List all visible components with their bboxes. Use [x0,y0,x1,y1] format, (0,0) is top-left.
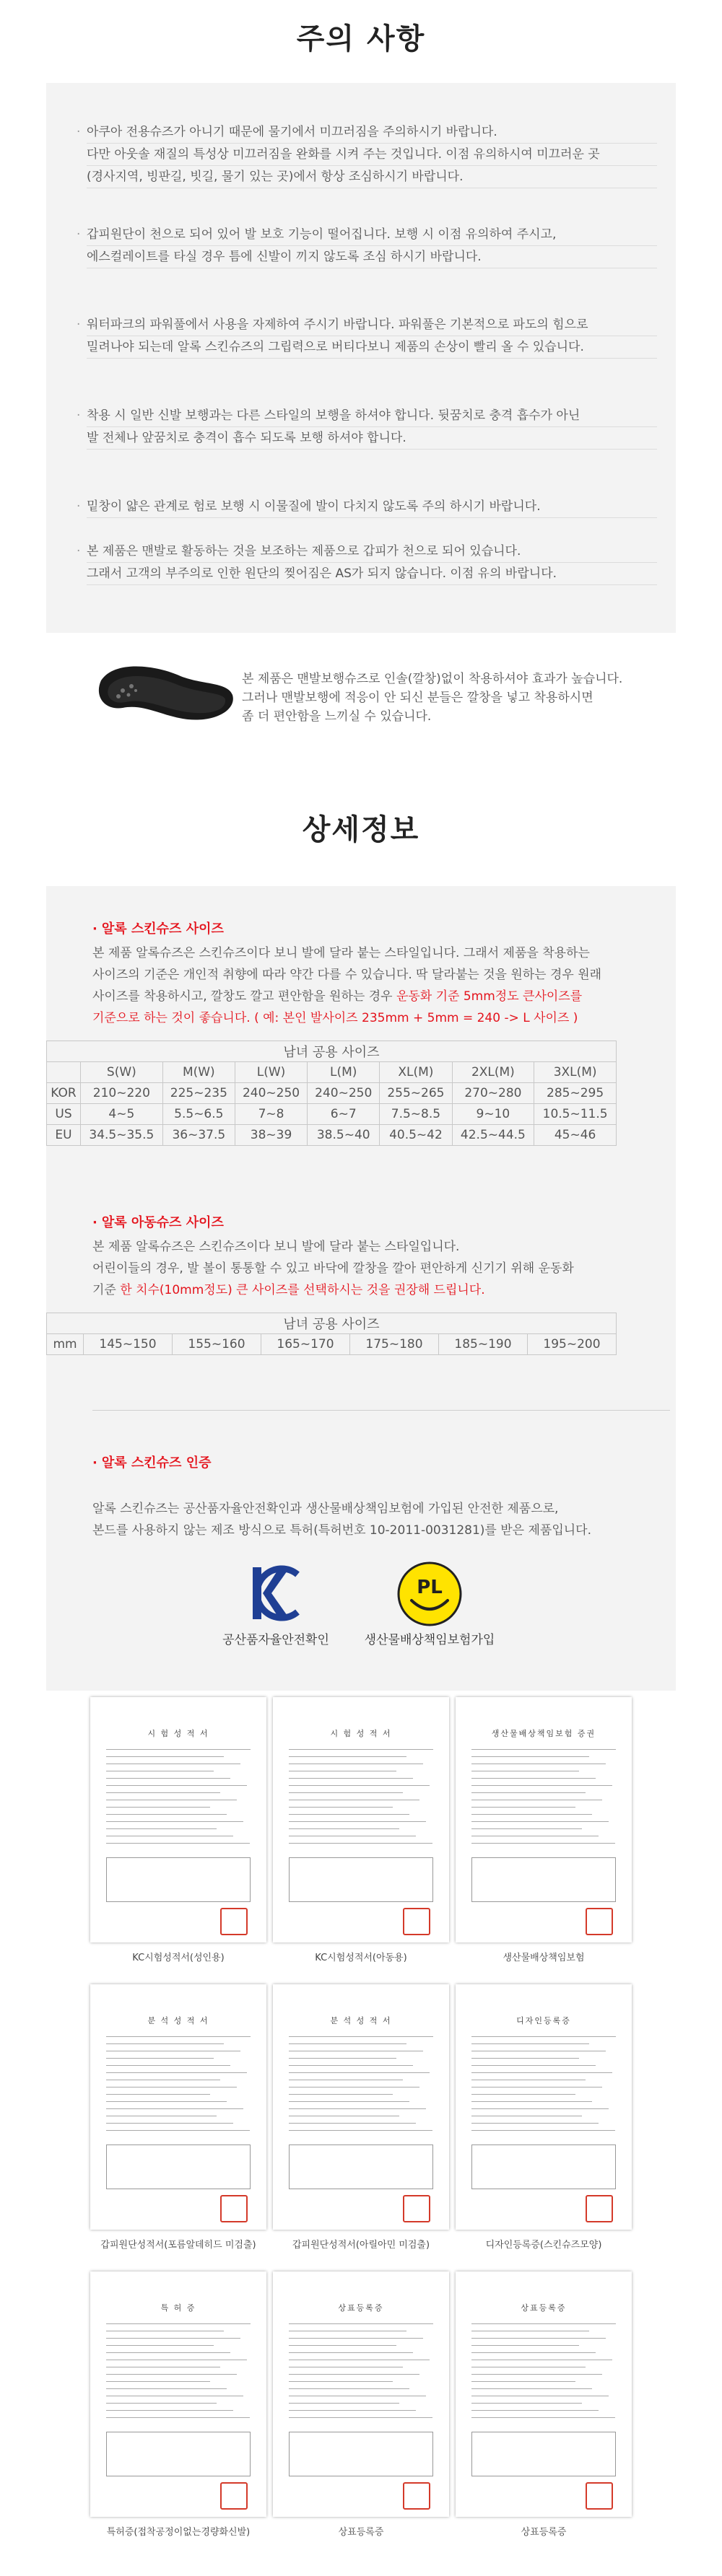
caution-item: · 아쿠아 전용슈즈가 아니기 때문에 물기에서 미끄러짐을 주의하시기 바랍니다. 다만 아웃솔 재질의 특성상 미끄러짐을 완화를 시켜 주는 것입니다. 이점 유의하시여 미끄러운 곳 (경사지역, 빙판길, 빗길, 물기 있는 곳)에서 항상 조심하시기 바랍니다. [87,121,657,188]
column-header: L(W) [235,1062,307,1083]
document-text-line [289,1828,399,1829]
table-cell: 285~295 [534,1083,617,1104]
document-caption: 상표등록증 [521,2527,567,2538]
document-text-line [471,1821,609,1822]
document-text-line [106,2072,247,2073]
document-seal [403,2482,430,2510]
table-cell: 42.5~44.5 [452,1125,534,1146]
document-text-line [289,2065,413,2066]
table-cell: 5.5~6.5 [162,1104,235,1125]
document-text-line [289,2374,419,2375]
document-text-line [289,1778,413,1779]
document-caption: 갑피원단성적서(아릴아민 미검출) [292,2240,430,2251]
document-text-line [106,1749,251,1750]
certificate-document [273,1984,449,2230]
document-text-line [471,1828,582,1829]
document-text-line [471,2101,592,2102]
kids-size-text [92,1236,670,1301]
caution-line: 에스컬레이트를 타실 경우 틈에 신발이 끼지 않도록 조심 하시기 바랍니다. [87,246,657,268]
table-corner [47,1062,81,1083]
document-caption: 디자인등록증(스킨슈즈모양) [485,2240,602,2251]
document-text-line [471,2338,606,2339]
document-caption: 갑피원단성적서(포름알데히드 미검출) [100,2240,256,2251]
caution-item: · 본 제품은 맨발로 활동하는 것을 보조하는 제품으로 갑피가 천으로 되어 있습니다. 그래서 고객의 부주의로 인한 원단의 찢어짐은 AS가 되지 않습니다. 이점 유의 바랍니다. [87,540,657,585]
cert-heading-text: 알록 스킨슈즈 인증 [101,1455,212,1471]
table-cell: 145~150 [84,1334,173,1355]
document-text-line [106,1756,224,1757]
table-cell: 36~37.5 [162,1125,235,1146]
text-line [92,986,670,1007]
insole-line: 좀 더 편안함을 느끼실 수 있습니다. [242,709,432,724]
document-text-line [289,2123,416,2124]
document-text-line [106,2403,217,2404]
adult-size-heading-text: 알록 스킨슈즈 사이즈 [101,921,224,937]
column-header: XL(M) [380,1062,452,1083]
document-table [471,2145,616,2189]
document-text-line [106,2101,227,2102]
document-text-line [106,2065,230,2066]
table-row [47,1334,617,1355]
document-text-line [289,1756,406,1757]
highlight-text: 한 치수(10mm정도) 큰 사이즈를 선택하시는 것을 권장해 드립니다. [120,1283,485,1297]
details-title: 상세정보 [302,813,420,846]
document-seal [586,1908,613,1935]
row-label: EU [47,1125,81,1146]
document-text-line [106,1792,220,1793]
kc-caption: 공산품자율안전확인 [222,1633,329,1647]
kids-size-heading-text: 알록 아동슈즈 사이즈 [101,1215,224,1230]
caution-line: 아쿠아 전용슈즈가 아니기 때문에 물기에서 미끄러짐을 주의하시기 바랍니다. [87,121,657,144]
document-text-line [471,1792,586,1793]
document-text-line [471,1749,616,1750]
document-text-line [289,1785,430,1786]
document-title: 상표등록증 [521,2303,567,2313]
insole-line: 그러나 맨발보행에 적응이 안 되신 분들은 깔창을 넣고 착용하시면 [242,691,593,705]
document-table [106,2145,251,2189]
document-title: 분 석 성 적 서 [330,2016,392,2025]
table-cell: 45~46 [534,1125,617,1146]
document-title: 생산물배상책임보험 증권 [491,1729,596,1738]
document-text-line [471,2352,596,2353]
certificate-document [456,1697,632,1942]
document-text-line [106,2130,250,2131]
document-text-line [106,2123,233,2124]
row-label: mm [47,1334,84,1355]
document-title: 분 석 성 적 서 [147,2016,209,2025]
document-text-line [106,2410,233,2411]
document-table [471,1857,616,1902]
document-text-line [106,2381,210,2382]
adult-size-table [46,1041,617,1146]
document-text-line [106,2374,237,2375]
table-cell: 240~250 [235,1083,307,1104]
caution-line: 그래서 고객의 부주의로 인한 원단의 찢어짐은 AS가 되지 않습니다. 이점 유의 바랍니다. [87,563,657,585]
document-text-line [106,2108,243,2109]
table-cell: 38~39 [235,1125,307,1146]
table-title: 남녀 공용 사이즈 [47,1313,617,1334]
highlight-text: 운동화 기준 5mm정도 큰사이즈를 [396,989,583,1004]
caution-item: · 워터파크의 파워풀에서 사용을 자제하여 주시기 바랍니다. 파워풀은 기본적으로 파도의 힘으로 밀려나야 되는데 알록 스킨슈즈의 그립력으로 버티다보니 제품의 손상이 빨리 올 수 있습니다. [87,314,657,359]
document-table [106,2432,251,2476]
document-table [471,2432,616,2476]
text-line: 알록 스킨슈즈는 공산품자율안전확인과 생산물배상책임보험에 가입된 안전한 제품으로, [92,1502,559,1516]
document-text-line [106,2417,250,2418]
document-text-line [471,1814,592,1815]
document-text-line [471,2058,579,2059]
document-seal [220,1908,248,1935]
document-text-line [289,2108,426,2109]
table-cell: 34.5~35.5 [81,1125,163,1146]
document-text-line [471,2345,579,2346]
table-cell: 6~7 [308,1104,380,1125]
table-title: 남녀 공용 사이즈 [47,1041,617,1062]
document-text-line [471,2381,575,2382]
document-text-line [106,2345,214,2346]
column-header: M(W) [162,1062,235,1083]
document-text-line [471,2374,602,2375]
document-text-line [471,2130,615,2131]
document-text-line [471,2417,615,2418]
row-label: KOR [47,1083,81,1104]
text-line [92,1279,670,1301]
document-text-line [289,2388,409,2389]
table-cell: 9~10 [452,1104,534,1125]
document-seal [586,2195,613,2222]
document-text-line [106,1807,210,1808]
document-text-line [289,2101,409,2102]
kids-size-table [46,1313,617,1355]
document-text-line [106,1821,243,1822]
pl-caption: 생산물배상책임보험가입 [364,1633,495,1647]
pl-mark-text: PL [417,1577,443,1598]
document-text-line [289,2417,432,2418]
document-text-line [289,2410,416,2411]
document-caption: 특허증(접착공정이없는경량화신발) [106,2527,251,2538]
document-seal [220,2482,248,2510]
document-text-line [289,2345,396,2346]
document-text-line [289,2058,396,2059]
insole-line: 본 제품은 맨발보행슈즈로 인솔(깔창)없이 착용하셔야 효과가 높습니다. [242,672,623,686]
document-title: 시 험 성 적 서 [330,1729,392,1738]
document-text-line [471,2108,609,2109]
section-divider [92,1410,670,1411]
table-cell: 155~160 [173,1334,261,1355]
document-text-line [471,2072,612,2073]
document-text-line [471,2123,599,2124]
document-text-line [471,2094,575,2095]
text-line: 본 제품 알록슈즈은 스킨슈즈이다 보니 발에 달라 붙는 스타일입니다. [92,1240,460,1254]
table-cell: 7~8 [235,1104,307,1125]
caution-title: 주의 사항 [296,22,426,56]
document-text-line [106,2043,224,2044]
caution-line: 다만 아웃솔 재질의 특성상 미끄러짐을 완화를 시켜 주는 것입니다. 이점 유의하시여 미끄러운 곳 [87,144,657,166]
text-line: 본 제품 알록슈즈은 스킨슈즈이다 보니 발에 달라 붙는 스타일입니다. 그래서 제품을 착용하는 [92,946,590,960]
document-table [106,1857,251,1902]
document-text-line [471,2410,599,2411]
document-text-line [106,2323,251,2324]
insole-note [242,670,675,726]
adult-size-heading: · 알록 스킨슈즈 사이즈 [92,921,224,937]
certificate-document [273,1697,449,1942]
certificate-document [273,2271,449,2517]
certificate-document [90,1697,266,1942]
document-text-line [471,2388,592,2389]
document-text-line [289,1749,433,1750]
document-text-line [289,2381,393,2382]
document-caption: 생산물배상책임보험 [503,1953,585,1963]
table-cell: 185~190 [439,1334,528,1355]
document-text-line [471,2065,596,2066]
insole-image [94,653,238,732]
document-text-line [106,1785,247,1786]
document-text-line [289,2036,433,2037]
certificate-document [456,2271,632,2517]
document-text-line [471,1756,589,1757]
document-table [289,2145,433,2189]
text-segment: 기준 [92,1283,121,1297]
document-title: 시 험 성 적 서 [147,1729,209,1738]
document-text-line [106,2036,251,2037]
caution-line: 착용 시 일반 신발 보행과는 다른 스타일의 보행을 하셔야 합니다. 뒷꿈치로 충격 흡수가 아닌 [87,405,657,427]
pl-mark-icon [396,1560,464,1628]
document-text-line [289,1821,426,1822]
table-cell: 255~265 [380,1083,452,1104]
column-header: 2XL(M) [452,1062,534,1083]
caution-line: 발 전체나 앞꿈치로 충격이 흡수 되도록 보행 하셔야 합니다. [87,427,657,450]
document-text-line [289,2094,393,2095]
table-cell: 270~280 [452,1083,534,1104]
cert-heading: · 알록 스킨슈즈 인증 [92,1455,212,1471]
document-text-line [289,2323,433,2324]
table-cell: 40.5~42 [380,1125,452,1146]
cert-text [92,1498,670,1541]
document-table [289,1857,433,1902]
table-cell: 210~220 [81,1083,163,1104]
caution-box [46,83,676,633]
table-cell: 10.5~11.5 [534,1104,617,1125]
column-header: 3XL(M) [534,1062,617,1083]
column-header: S(W) [81,1062,163,1083]
document-text-line [289,1814,409,1815]
caution-line: 밀려나야 되는데 알록 스킨슈즈의 그립력으로 버티다보니 제품의 손상이 빨리 올 수 있습니다. [87,336,657,359]
document-text-line [289,2403,399,2404]
document-text-line [471,1778,596,1779]
document-text-line [289,2352,413,2353]
document-caption: 상표등록증 [338,2527,384,2538]
document-text-line [106,2388,227,2389]
document-text-line [289,2072,430,2073]
table-cell: 195~200 [528,1334,617,1355]
text-line: 본드를 사용하지 않는 제조 방식으로 특허(특허번호 10-2011-0031281)를 받은 제품입니다. [92,1523,592,1538]
table-row [47,1083,617,1104]
highlight-text: 기준으로 하는 것이 좋습니다. ( 예: 본인 발사이즈 235mm + 5mm = 240 -> L 사이즈 ) [92,1011,578,1025]
caution-line: 본 제품은 맨발로 활동하는 것을 보조하는 제품으로 갑피가 천으로 되어 있습니다. [87,540,657,563]
document-text-line [289,2043,406,2044]
document-text-line [471,2323,616,2324]
document-table [289,2432,433,2476]
document-text-line [471,1807,575,1808]
document-title: 상표등록증 [338,2303,384,2313]
table-row [47,1104,617,1125]
document-text-line [471,2403,582,2404]
document-text-line [471,2043,589,2044]
row-label: US [47,1104,81,1125]
document-title: 디자인등록증 [516,2016,571,2025]
document-text-line [106,2338,240,2339]
table-row [47,1125,617,1146]
document-text-line [289,1843,432,1844]
certificate-document [456,1984,632,2230]
document-text-line [106,1814,227,1815]
document-text-line [289,2338,423,2339]
caution-line: 밑창이 얇은 관계로 험로 보행 시 이물질에 발이 다치지 않도록 주의 하시기 바랍니다. [87,496,657,518]
table-header-row [47,1062,617,1083]
document-text-line [106,2058,214,2059]
document-caption: KC시험성적서(아동용) [315,1953,407,1963]
text-line: 사이즈의 기준은 개인적 취향에 따라 약간 다를 수 있습니다. 딱 달라붙는 것을 원하는 경우 원래 [92,968,602,982]
document-caption: KC시험성적서(성인용) [132,1953,225,1963]
caution-item: · 갑피원단이 천으로 되어 있어 발 보호 기능이 떨어집니다. 보행 시 이점 유의하여 주시고, 에스컬레이트를 타실 경우 틈에 신발이 끼지 않도록 조심 하시기 바랍니다. [87,224,657,268]
text-line: 어린이들의 경우, 발 볼이 통통할 수 있고 바닥에 깔창을 깔아 편안하게 신기기 위해 운동화 [92,1261,574,1276]
document-title: 특 허 증 [160,2303,196,2313]
table-cell: 240~250 [308,1083,380,1104]
document-text-line [289,1807,393,1808]
adult-size-text [92,942,670,1029]
table-cell: 165~170 [261,1334,350,1355]
caution-line: 워터파크의 파워풀에서 사용을 자제하여 주시기 바랍니다. 파워풀은 기본적으로 파도의 힘으로 [87,314,657,336]
document-text-line [289,1792,403,1793]
document-seal [403,2195,430,2222]
caution-item: · 착용 시 일반 신발 보행과는 다른 스타일의 보행을 하셔야 합니다. 뒷꿈치로 충격 흡수가 아닌 발 전체나 앞꿈치로 충격이 흡수 되도록 보행 하셔야 합니다. [87,405,657,450]
certificate-document [90,2271,266,2517]
text-segment: 사이즈를 착용하시고, 깔창도 깔고 편안함을 원하는 경우 [92,989,396,1004]
details-box [46,886,676,1691]
table-cell: 4~5 [81,1104,163,1125]
kc-mark-icon [250,1564,300,1622]
document-text-line [289,2130,432,2131]
table-cell: 175~180 [350,1334,439,1355]
document-text-line [106,1778,230,1779]
table-cell: 38.5~40 [308,1125,380,1146]
document-seal [586,2482,613,2510]
kids-size-heading: · 알록 아동슈즈 사이즈 [92,1215,224,1230]
document-text-line [471,1785,612,1786]
document-text-line [471,1843,615,1844]
caution-item: · 밑창이 얇은 관계로 험로 보행 시 이물질에 발이 다치지 않도록 주의 하시기 바랍니다. [87,496,657,518]
document-text-line [471,2036,616,2037]
caution-line: (경사지역, 빙판길, 빗길, 물기 있는 곳)에서 항상 조심하시기 바랍니다. [87,166,657,188]
column-header: L(M) [308,1062,380,1083]
document-text-line [106,2352,230,2353]
document-text-line [106,2094,210,2095]
document-text-line [106,1843,250,1844]
certificate-document [90,1984,266,2230]
caution-line: 갑피원단이 천으로 되어 있어 발 보호 기능이 떨어집니다. 보행 시 이점 유의하여 주시고, [87,224,657,246]
document-seal [403,1908,430,1935]
table-cell: 225~235 [162,1083,235,1104]
document-seal [220,2195,248,2222]
table-cell: 7.5~8.5 [380,1104,452,1125]
document-text-line [106,1828,217,1829]
